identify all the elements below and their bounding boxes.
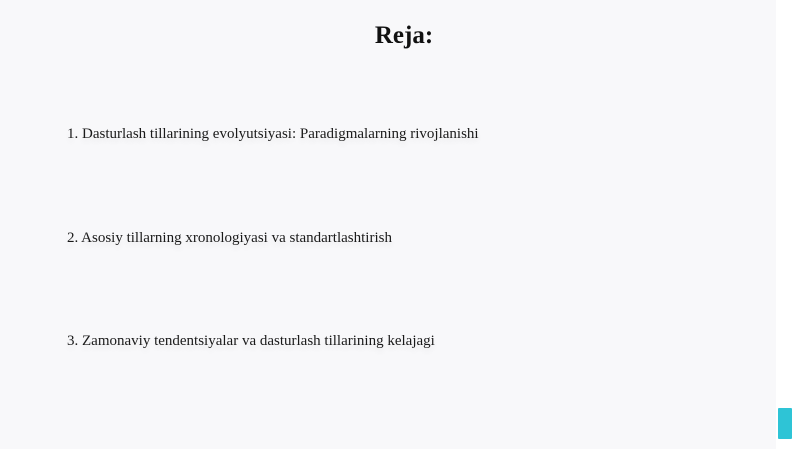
agenda-item-3: 3. Zamonaviy tendentsiyalar va dasturlash tillarining kelajagi — [67, 333, 435, 349]
scrollbar-track[interactable] — [776, 0, 800, 449]
agenda-item-2: 2. Asosiy tillarning xronologiyasi va standartlashtirish — [67, 230, 392, 246]
slide-title: Reja: — [374, 22, 434, 49]
agenda-item-1: 1. Dasturlash tillarining evolyutsiyasi: Paradigmalarning rivojlanishi — [67, 126, 479, 142]
scrollbar-thumb[interactable] — [778, 408, 792, 439]
